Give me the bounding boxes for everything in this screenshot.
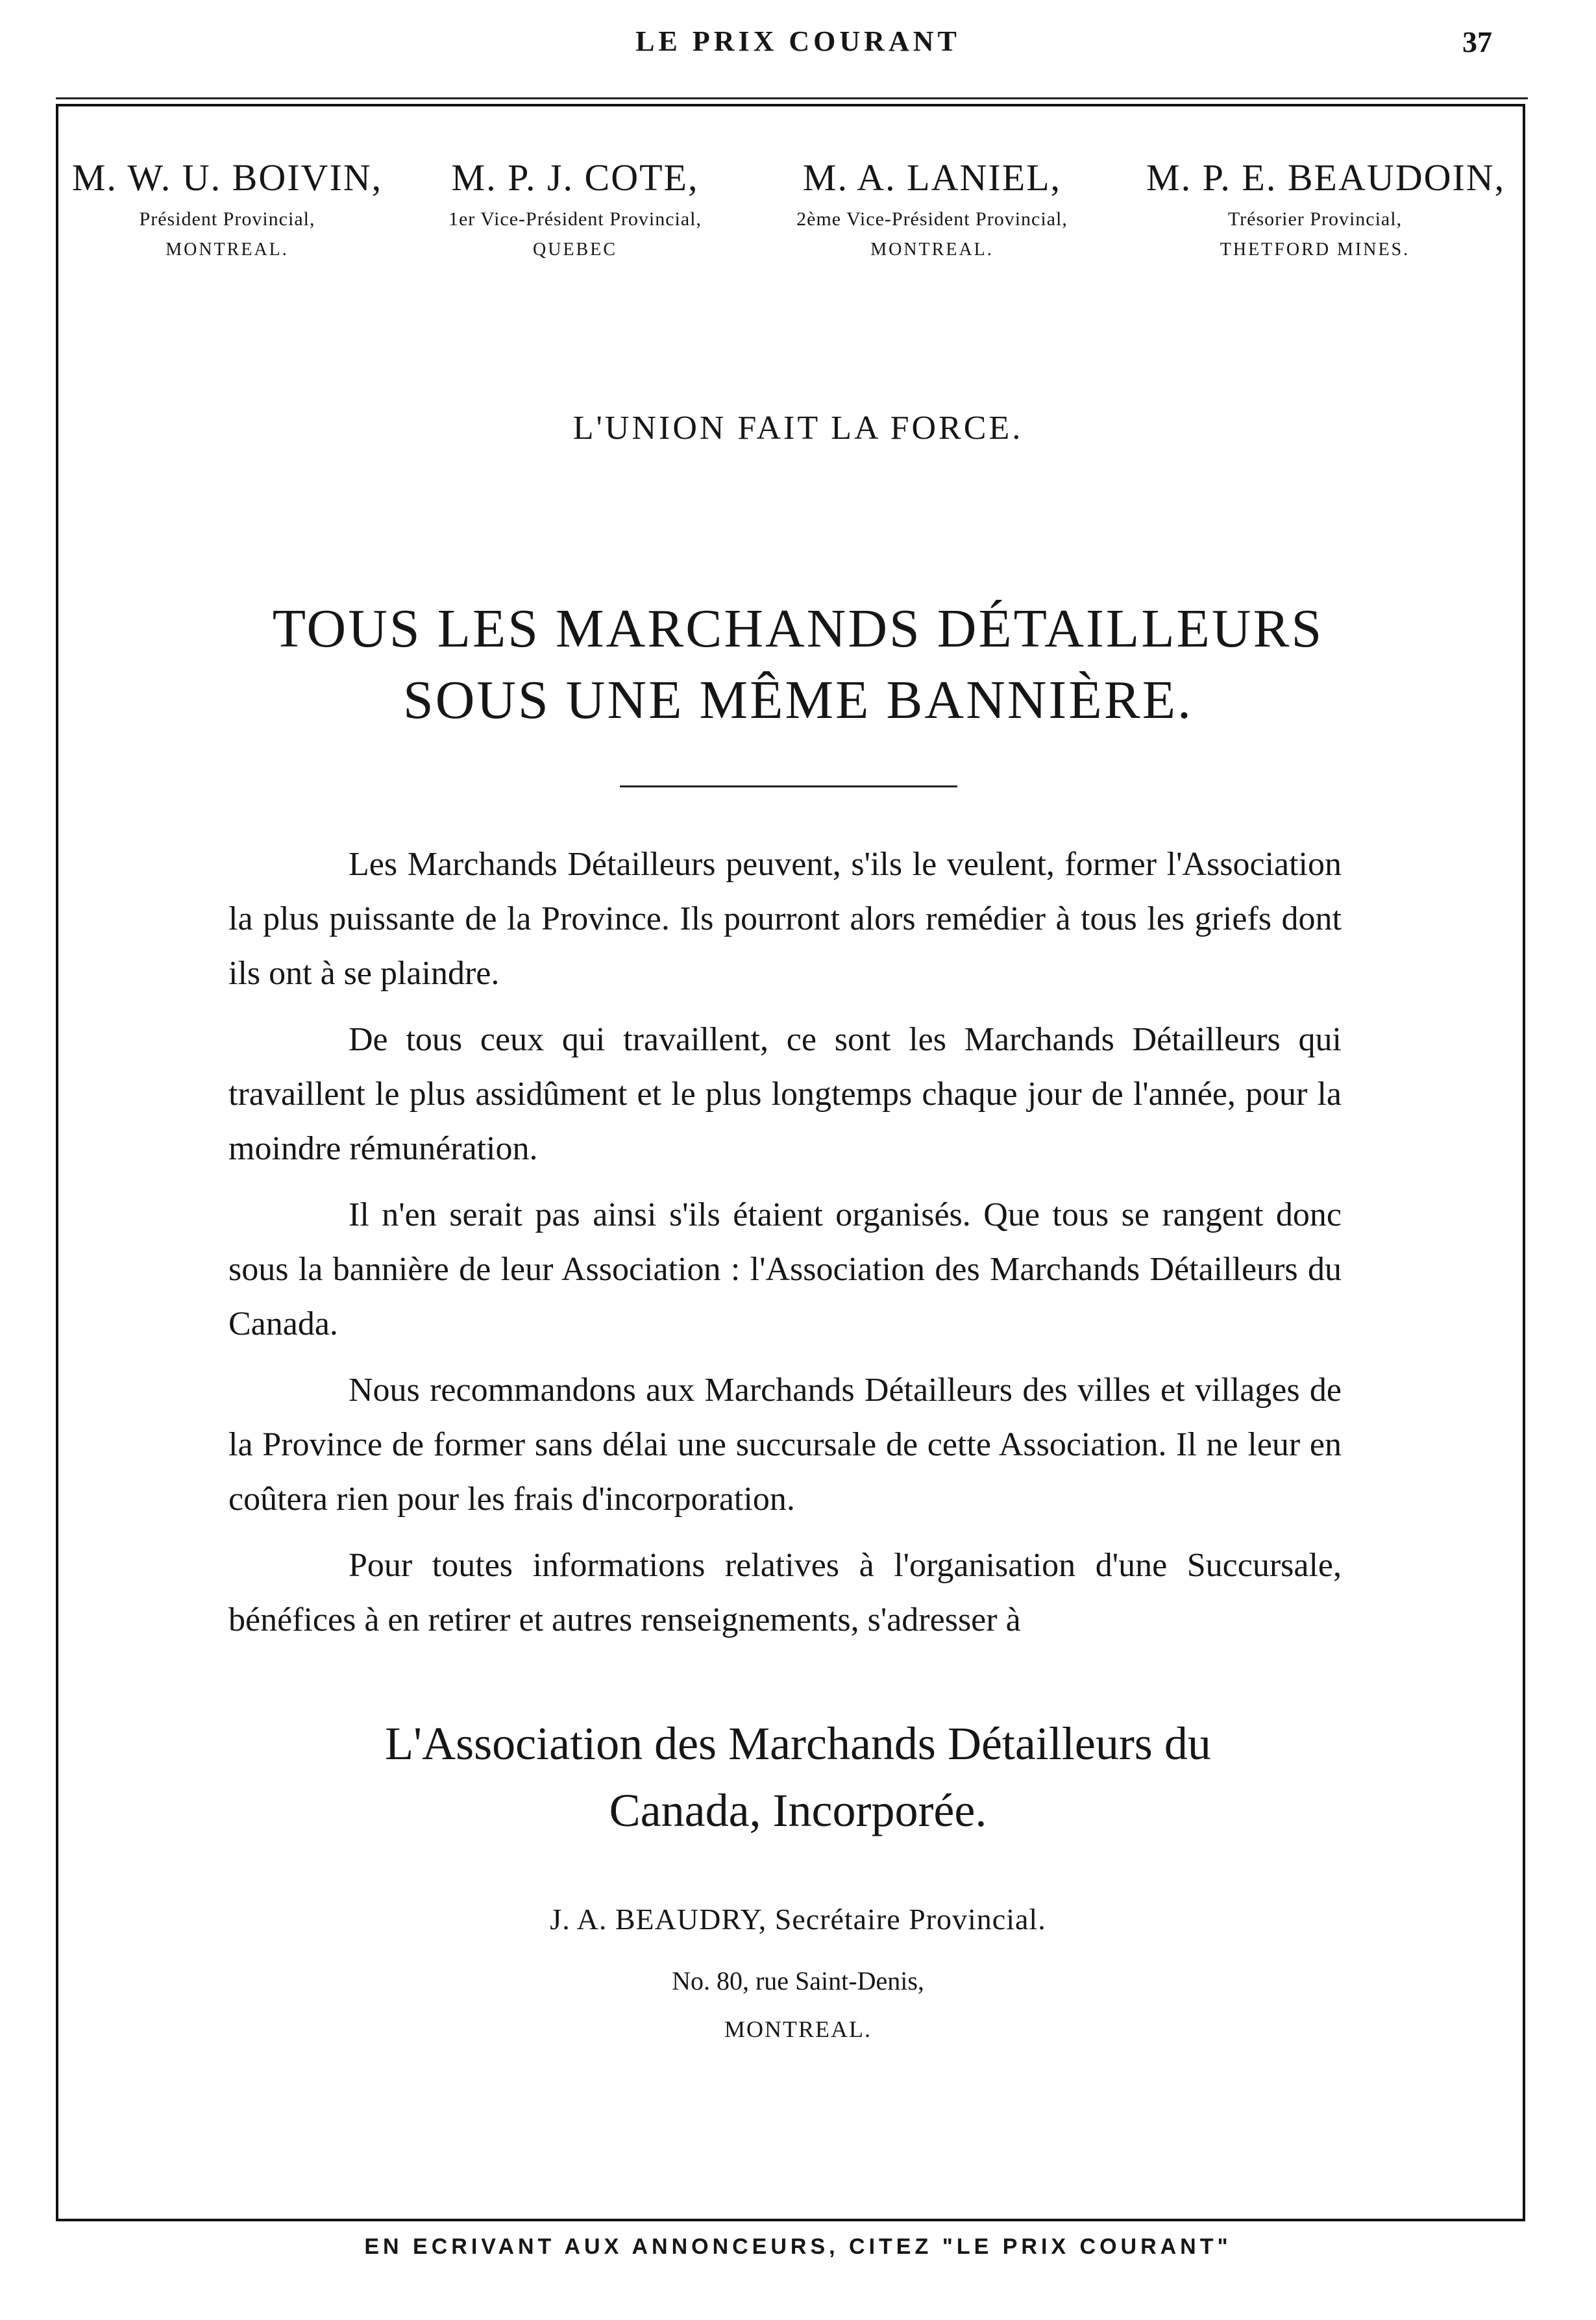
- body-paragraph: Nous recommandons aux Marchands Détailleurs des villes et villages de la Province de former sans délai une succursale de cette Association. Il ne leur en coûtera rien pour les frais d'incorporation.: [228, 1372, 1342, 1518]
- section-divider: [620, 785, 957, 787]
- officer-title: Président Provincial,: [139, 208, 315, 230]
- officer-city: THETFORD MINES.: [1220, 240, 1410, 260]
- officer-title: 2ème Vice-Président Provincial,: [796, 208, 1068, 230]
- footer-notice: EN ECRIVANT AUX ANNONCEURS, CITEZ "LE PRIX COURANT": [364, 2234, 1232, 2259]
- running-title: LE PRIX COURANT: [635, 25, 961, 57]
- officer-title: 1er Vice-Président Provincial,: [448, 208, 702, 230]
- body-paragraph: De tous ceux qui travaillent, ce sont les Marchands Détailleurs qui travaillent le plus assidûment et le plus longtemps chaque jour de l'année, pour la moindre rémunération.: [228, 1021, 1342, 1167]
- city-line: MONTREAL.: [724, 2016, 872, 2042]
- officer-cote: [406, 156, 744, 260]
- address-line: No. 80, rue Saint-Denis,: [672, 1966, 924, 1995]
- officer-city: MONTREAL.: [166, 240, 289, 260]
- officer-beaudoin: [1146, 156, 1506, 260]
- headline-line-2: SOUS UNE MÊME BANNIÈRE.: [402, 670, 1194, 730]
- body-paragraph: Il n'en serait pas ainsi s'ils étaient organisés. Que tous se rangent donc sous la bannière de leur Association : l'Association des Marchands Détailleurs du Canada.: [228, 1196, 1342, 1342]
- secretary-line: J. A. BEAUDRY, Secrétaire Provincial.: [550, 1903, 1046, 1936]
- officer-name: M. A. LANIEL,: [802, 156, 1062, 199]
- officer-city: QUEBEC: [533, 240, 617, 260]
- frame-top-rule: [56, 97, 1528, 99]
- body-paragraph: Les Marchands Détailleurs peuvent, s'ils le veulent, former l'Association la plus puissante de la Province. Ils pourront alors remédier à tous les griefs dont ils ont à se plaindre.: [228, 846, 1342, 992]
- officer-boivin: [58, 156, 396, 260]
- body-paragraph: Pour toutes informations relatives à l'organisation d'une Succursale, bénéfices à en retirer et autres renseignements, s'adresser à: [228, 1547, 1342, 1638]
- association-name-line-1: L'Association des Marchands Détailleurs du: [385, 1718, 1211, 1770]
- officer-city: MONTREAL.: [870, 240, 994, 260]
- officer-title: Trésorier Provincial,: [1227, 208, 1403, 230]
- officer-laniel: [763, 156, 1101, 260]
- association-name-line-2: Canada, Incorporée.: [609, 1784, 987, 1836]
- officer-name: M. P. E. BEAUDOIN,: [1146, 156, 1506, 199]
- page-number: 37: [1462, 25, 1492, 58]
- officer-name: M. P. J. COTE,: [451, 156, 699, 199]
- motto: L'UNION FAIT LA FORCE.: [572, 410, 1024, 447]
- headline-line-1: TOUS LES MARCHANDS DÉTAILLEURS: [272, 599, 1324, 659]
- body-text: [228, 837, 1342, 1659]
- officer-name: M. W. U. BOIVIN,: [71, 156, 383, 199]
